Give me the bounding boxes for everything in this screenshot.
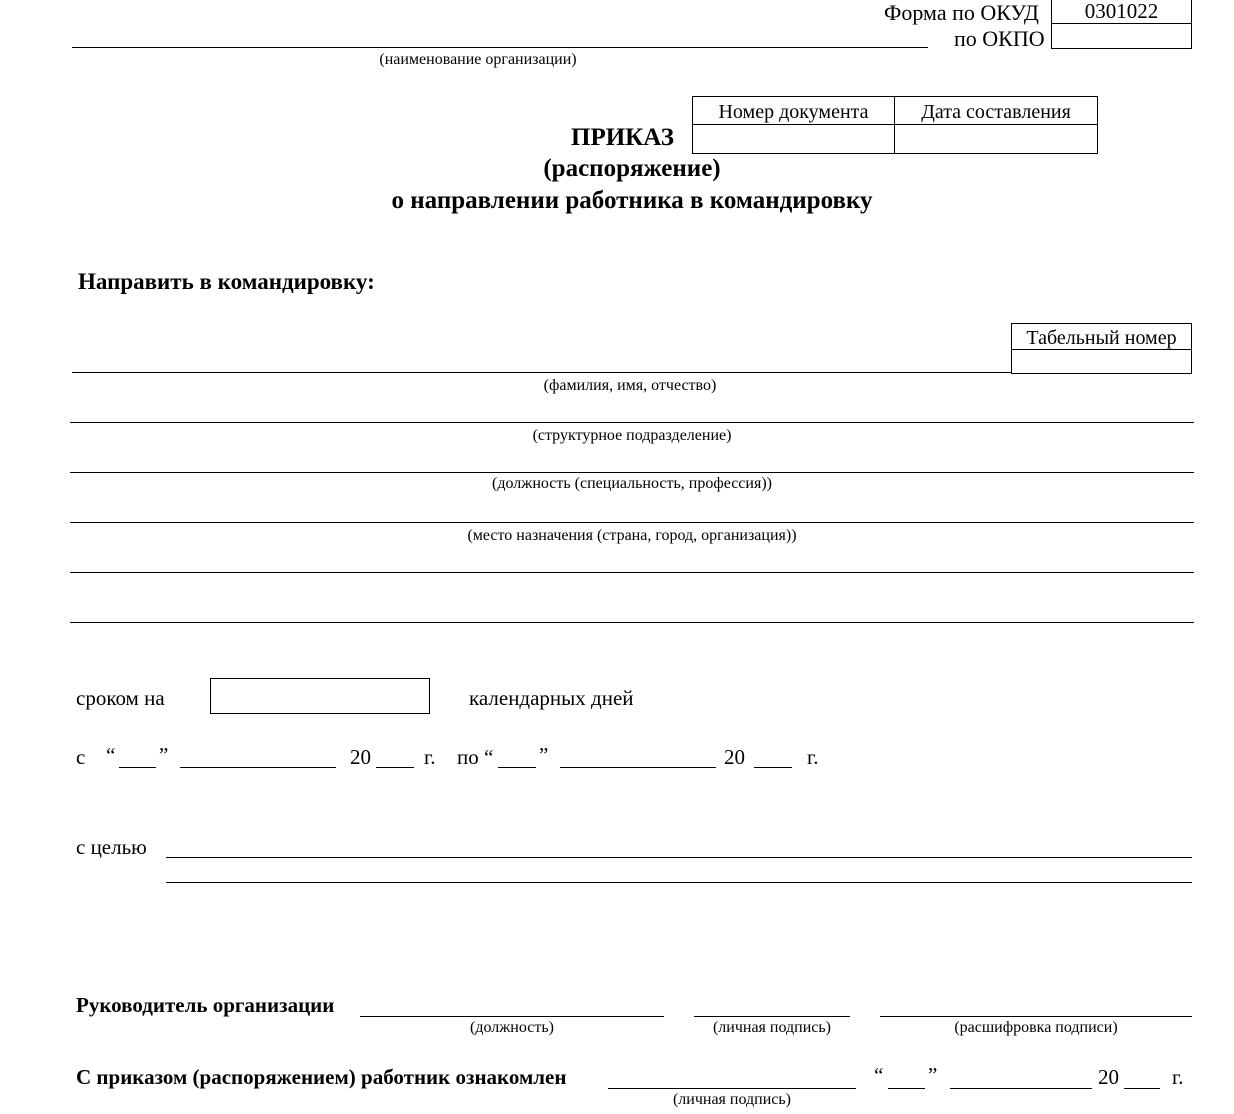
title-subject: о направлении работника в командировку	[391, 187, 873, 214]
doc-date-field[interactable]	[894, 124, 1098, 154]
from-month-line[interactable]	[180, 767, 336, 768]
term-suffix: календарных дней	[469, 686, 634, 710]
head-signature-caption: (личная подпись)	[712, 1019, 832, 1036]
destination-line[interactable]	[70, 522, 1194, 523]
from-close-quote: ”	[159, 743, 169, 767]
head-position-line[interactable]	[360, 1016, 664, 1017]
from-open-quote: “	[106, 743, 116, 767]
head-position-caption: (должность)	[470, 1019, 554, 1036]
okud-code-field[interactable]: 0301022	[1051, 0, 1192, 24]
tab-number-header: Табельный номер	[1011, 323, 1192, 350]
ack-signature-line[interactable]	[608, 1088, 856, 1089]
ack-label: С приказом (распоряжением) работник ознакомлен	[76, 1065, 567, 1089]
destination-line-3[interactable]	[70, 622, 1194, 623]
to-year-suffix: г.	[807, 745, 819, 769]
org-name-line[interactable]	[72, 47, 928, 48]
from-year-suffix: г.	[424, 745, 436, 769]
ack-year-prefix: 20	[1098, 1065, 1119, 1089]
title-prikaz: ПРИКАЗ	[571, 124, 674, 151]
purpose-line-1[interactable]	[166, 857, 1192, 858]
head-signature-line[interactable]	[694, 1016, 850, 1017]
division-line[interactable]	[70, 422, 1194, 423]
tab-number-field[interactable]	[1011, 349, 1192, 374]
head-decode-caption: (расшифровка подписи)	[954, 1019, 1118, 1036]
purpose-label: с целью	[76, 835, 147, 859]
okpo-label: по ОКПО	[954, 26, 1045, 51]
from-prefix: с	[76, 745, 86, 769]
head-label: Руководитель организации	[76, 993, 335, 1017]
doc-number-field[interactable]	[692, 124, 895, 154]
position-line[interactable]	[70, 472, 1194, 473]
section-heading: Направить в командировку:	[78, 269, 375, 294]
doc-number-header: Номер документа	[692, 96, 895, 125]
ack-year-line[interactable]	[1124, 1088, 1160, 1089]
to-day-line[interactable]	[498, 767, 536, 768]
head-decode-line[interactable]	[880, 1016, 1192, 1017]
to-year-prefix: 20	[724, 745, 745, 769]
destination-line-2[interactable]	[70, 572, 1194, 573]
ack-month-line[interactable]	[950, 1088, 1092, 1089]
division-caption: (структурное подразделение)	[532, 427, 732, 444]
ack-close-quote: ”	[928, 1063, 938, 1087]
from-year-prefix: 20	[350, 745, 371, 769]
to-close-quote: ”	[539, 743, 549, 767]
ack-signature-caption: (личная подпись)	[672, 1091, 792, 1108]
purpose-line-2[interactable]	[166, 882, 1192, 883]
to-year-line[interactable]	[754, 767, 792, 768]
position-caption: (должность (специальность, профессия))	[492, 475, 772, 492]
fio-line[interactable]	[72, 372, 1012, 373]
from-day-line[interactable]	[119, 767, 156, 768]
term-days-field[interactable]	[210, 678, 430, 714]
org-name-caption: (наименование организации)	[379, 51, 577, 68]
to-month-line[interactable]	[560, 767, 716, 768]
ack-day-line[interactable]	[888, 1088, 925, 1089]
to-prefix: по “	[457, 745, 494, 769]
term-prefix: сроком на	[76, 686, 165, 710]
ack-year-suffix: г.	[1172, 1065, 1184, 1089]
destination-caption: (место назначения (страна, город, организация))	[467, 527, 797, 544]
okpo-code-field[interactable]	[1051, 23, 1192, 49]
from-year-line[interactable]	[376, 767, 414, 768]
okud-label: Форма по ОКУД	[884, 0, 1039, 25]
title-rasporyazhenie: (распоряжение)	[543, 155, 721, 182]
doc-date-header: Дата составления	[894, 96, 1098, 125]
fio-caption: (фамилия, имя, отчество)	[543, 377, 717, 394]
ack-open-quote: “	[874, 1063, 884, 1087]
